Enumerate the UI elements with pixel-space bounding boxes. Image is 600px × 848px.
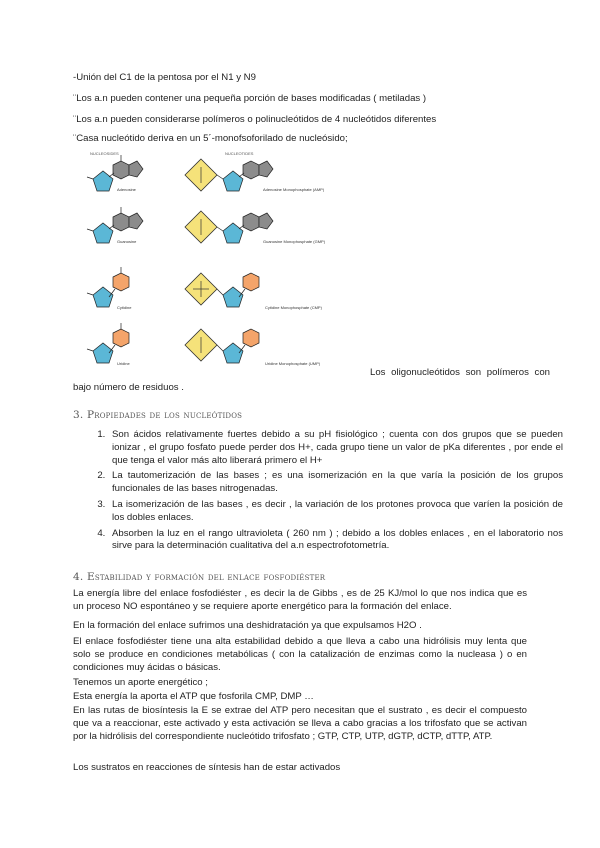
label-uridine: Uridine <box>117 361 130 366</box>
label-guanosine: Guanosine <box>117 239 137 244</box>
section3-title: 3. Propiedades de los nucleótidos <box>73 409 243 421</box>
label-ump: Uridine Monophosphate (UMP) <box>265 361 321 366</box>
nucleoside-nucleotide-figure <box>73 149 365 370</box>
section4-p1: La energía libre del enlace fosfodiéster , es decir la de Gibbs , es de 25 KJ/mol lo que nos indica que es un proceso NO espontáneo y se requiere aporte energético para la formación del enlace. <box>73 588 527 612</box>
intro-line-4: ¨Casa nucleótido deriva en un 5´-monofsoforilado de nucleósido; <box>73 133 348 144</box>
label-cytidine: Cytidine <box>117 305 132 310</box>
section4-p3: El enlace fosfodiéster tiene una alta estabilidad debido a que lleva a cabo una hidrólisis muy lenta que solo se produce en condiciones metabólicas ( con la catalización de enzimas como la nucleasa ) o en condiciones muy ácidas o básicas. <box>73 636 527 673</box>
oligo-text-2: bajo número de residuos . <box>73 382 184 393</box>
label-adenosine: Adenosine <box>117 187 136 192</box>
row-guanosine <box>87 207 326 244</box>
row-cytidine <box>87 267 323 310</box>
label-amp: Adenosine Monophosphate (AMP) <box>263 187 325 192</box>
section4-p2: En la formación del enlace sufrimos una deshidratación ya que expulsamos H2O . <box>73 620 422 631</box>
oligo-text-1: Los oligonucleótidos son polímeros con <box>370 367 550 378</box>
label-gmp: Guanosine Monophosphate (GMP) <box>263 239 326 244</box>
col-head-nucleosides: NUCLEOSIDES <box>90 151 119 156</box>
section4-p4: Tenemos un aporte energético ; <box>73 677 208 688</box>
list-item: 4. Absorben la luz en el rango ultravioleta ( 260 nm ) ; debido a los dobles enlaces , en el laboratorio nos sirve para la determinación cualitativa del a.n espectrofotometría. <box>108 528 563 554</box>
list-item: 2. La tautomerización de las bases ; es una isomerización en la que varía la posición de los grupos funcionales de las bases nitrogenadas. <box>108 470 563 496</box>
col-head-nucleotides: NUCLEOTIDES <box>225 151 254 156</box>
intro-line-2: ¨Los a.n pueden contener una pequeña porción de bases modificadas ( metiladas ) <box>73 93 427 104</box>
row-uridine <box>87 323 321 366</box>
intro-line-1: -Unión del C1 de la pentosa por el N1 y N9 <box>73 72 256 83</box>
section4-p6: En las rutas de biosíntesis la E se extrae del ATP pero necesitan que el sustrato , es decir el compuesto que va a reaccionar, este activado y esta activación se lleva a cabo gracias a los trifosfato que se activan por la hidrólisis del correspondiente nucleótido trifosfato ; GTP, CTP, UTP, dGTP, dCTP, dTTP, ATP. <box>73 705 527 742</box>
list-item: 1. Son ácidos relativamente fuertes debido a su pH fisiológico ; cuenta con dos grupos que se pueden ionizar , el grupo fosfato puede perder dos H+, cada grupo tiene un valor de pKa diferentes , por ende el que tenga el valor más alto liberará primero el H+ <box>108 429 563 467</box>
label-cmp: Cytidine Monophosphate (CMP) <box>265 305 322 310</box>
properties-list <box>73 429 563 556</box>
section4-title: 4. Estabilidad y formación del enlace fosfodiéster <box>73 571 326 583</box>
intro-line-3: ¨Los a.n pueden considerarse polímeros o polinucleótidos de 4 nucleótidos diferentes <box>73 114 437 125</box>
section4-p5: Esta energía la aporta el ATP que fosforila CMP, DMP … <box>73 691 314 702</box>
section4-p7: Los sustratos en reacciones de síntesis han de estar activados <box>73 762 341 773</box>
row-adenosine <box>87 155 325 192</box>
list-item: 3. La isomerización de las bases , es decir , la variación de los protones provoca que varíen la posición de los dobles enlaces. <box>108 499 563 525</box>
